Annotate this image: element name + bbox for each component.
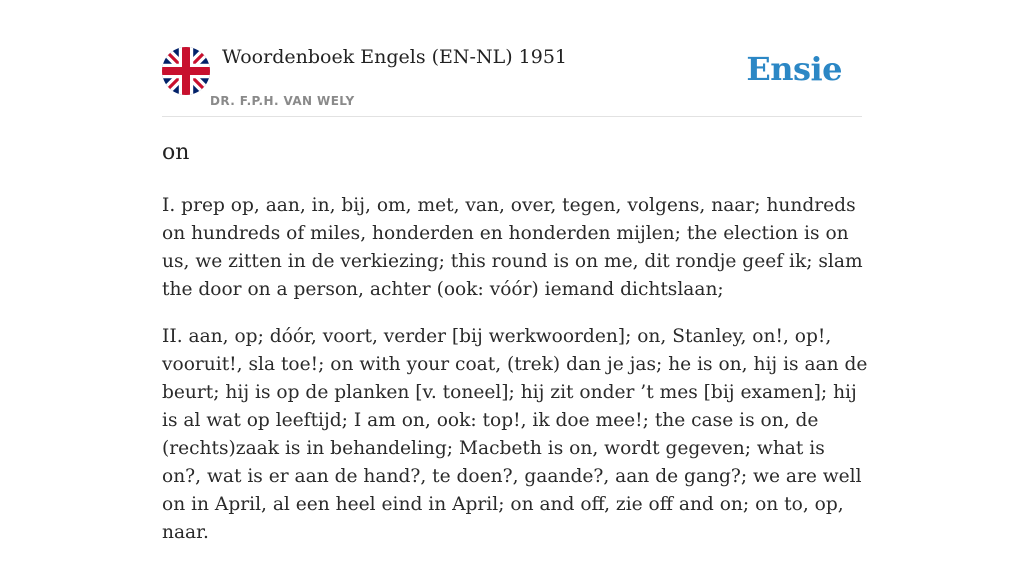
sense-2: II. aan, op; dóór, voort, verder [bij werkwoorden]; on, Stanley, on!, op!, vooruit!, sla toe!; on with your coat, (trek) dan je jas; he is on, hij is aan de beurt; hij is op de planken [v. toneel]; hij zit onder ’t mes [bij examen]; hij is al wat op leeftijd; I am on, ook: top!, ik doe mee!; the case is on, de (rechts)zaak is in behandeling; Macbeth is on, wordt gegeven; what is on?, wat is er aan de hand?, te doen?, gaande?, aan de gang?; we are well on in April, al een heel eind in April; on and off, zie off and on; on to, op, naar.	[162, 326, 868, 543]
uk-flag-icon	[162, 47, 210, 95]
dictionary-author[interactable]: DR. F.P.H. VAN WELY	[210, 94, 355, 108]
dictionary-header	[162, 44, 862, 117]
sense-1: I. prep op, aan, in, bij, om, met, van, over, tegen, volgens, naar; hundreds on hundreds of miles, honderden en honderden mijlen; the election is on us, we zitten in de verkiezing; this round is on me, dit rondje geef ik; slam the door on a person, achter (ook: vóór) iemand dichtslaan;	[162, 195, 863, 300]
entry-definition	[162, 192, 868, 566]
ensie-logo[interactable]: Ensie	[746, 50, 842, 88]
entry-headword: on	[162, 140, 190, 165]
dictionary-title[interactable]: Woordenboek Engels (EN-NL) 1951	[222, 46, 567, 68]
